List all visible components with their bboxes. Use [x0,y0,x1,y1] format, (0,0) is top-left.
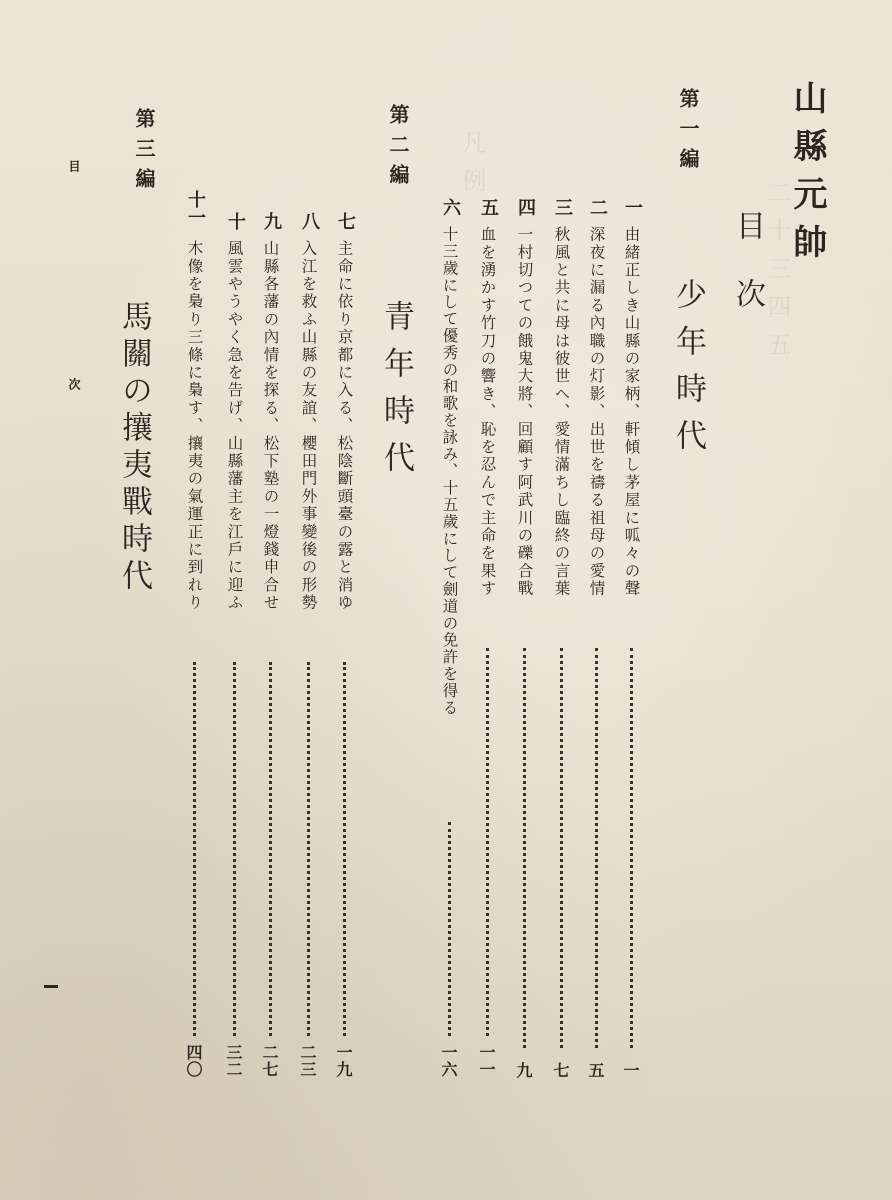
chapter-number: 二 [587,198,608,216]
part-label: 第一編 [676,88,700,178]
dot-leader [560,648,567,1048]
chapter-number: 十一 [185,190,206,226]
chapter-page: 一 [621,1062,640,1079]
dot-leader [307,662,314,1036]
chapter-page: 二三 [298,1044,317,1078]
chapter-number: 七 [335,212,356,230]
chapter-title: 山縣各藩の內情を探る、松下塾の一燈錢申合せ [261,240,280,612]
show-through-shadow: 二十三四五 [763,180,791,370]
chapter-title: 十三歲にして優秀の和歌を詠み、十五歲にして劍道の免許を得る [440,226,459,717]
chapter-title: 主命に依り京都に入る、松陰斷頭臺の露と消ゆ [335,240,354,612]
dot-leader [523,648,530,1048]
chapter-number: 八 [299,212,320,230]
part-label: 第三編 [132,108,156,198]
chapter-page: 五 [586,1062,605,1079]
chapter-number: 十 [225,212,246,230]
running-head: 目 次 [67,160,81,486]
chapter-title: 由緒正しき山縣の家柄、軒傾し茅屋に呱々の聲 [622,226,641,598]
dot-leader [448,822,455,1036]
chapter-number: 五 [478,198,499,216]
chapter-page: 三二 [224,1044,243,1078]
chapter-title: 風雲やうやく急を告げ、山縣藩主を江戶に迎ふ [225,240,244,612]
page-number-mark [44,985,58,988]
dot-leader [630,648,637,1048]
chapter-title: 秋風と共に母は彼世へ、愛情滿ちし臨終の言葉 [552,226,571,598]
toc-heading: 目次 [730,210,765,346]
dot-leader [193,662,200,1036]
part-title: 青年時代 [378,300,414,488]
chapter-page: 七 [551,1062,570,1079]
dot-leader [486,648,493,1036]
dot-leader [269,662,276,1036]
chapter-title: 木像を梟り三條に梟す、攘夷の氣運正に到れり [185,240,204,612]
book-title: 山縣元帥 [787,80,827,272]
chapter-page: 一九 [334,1044,353,1078]
chapter-number: 三 [552,198,573,216]
chapter-number: 四 [515,198,536,216]
chapter-number: 九 [261,212,282,230]
chapter-page: 二七 [260,1044,279,1078]
chapter-title: 入江を救ふ山縣の友誼、櫻田門外事變後の形勢 [299,240,318,612]
chapter-page: 一一 [477,1044,496,1078]
chapter-number: 六 [440,198,461,216]
dot-leader [233,662,240,1036]
show-through-shadow: 凡例 [458,130,486,206]
dot-leader [595,648,602,1048]
chapter-title: 深夜に漏る內職の灯影、出世を禱る祖母の愛情 [587,226,606,598]
chapter-number: 一 [622,198,643,216]
chapter-title: 一村切つての餓鬼大將、回顧す阿武川の礫合戰 [515,226,534,598]
chapter-page: 四〇 [184,1044,203,1078]
dot-leader [343,662,350,1036]
part-label: 第二編 [386,104,410,194]
chapter-page: 一六 [439,1044,458,1078]
part-title: 少年時代 [670,278,706,466]
chapter-title: 血を湧かす竹刀の響き、恥を忍んで主命を果す [478,226,497,598]
chapter-page: 九 [514,1062,533,1079]
part-title: 馬關の攘夷戰時代 [116,300,152,596]
